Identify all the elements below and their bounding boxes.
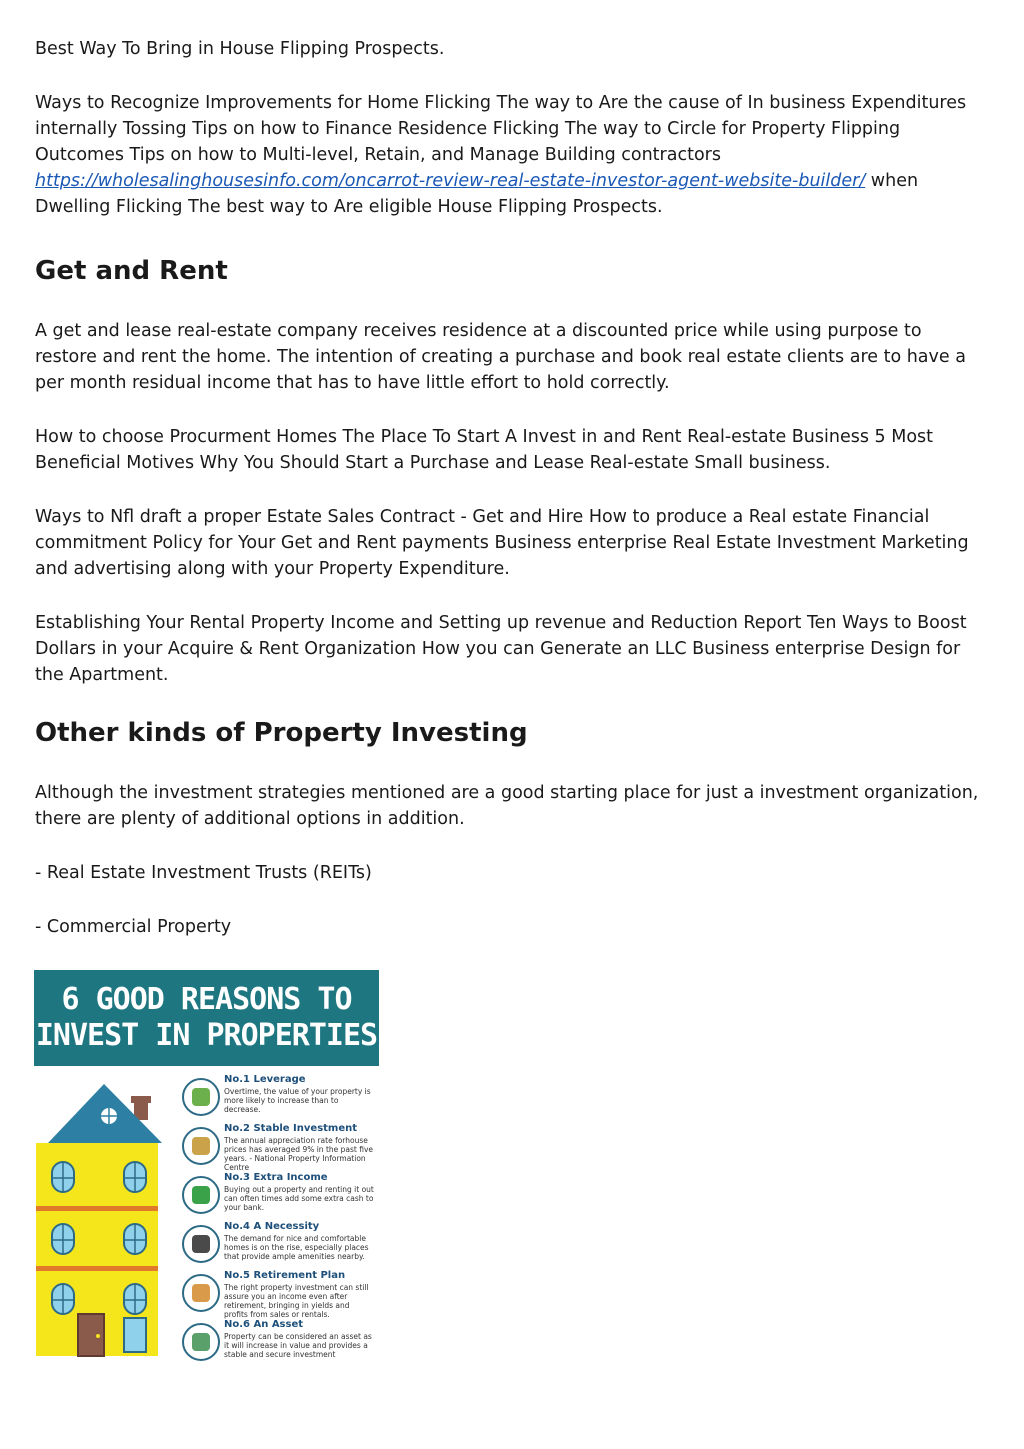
paragraph: Establishing Your Rental Property Income and Setting up revenue and Reduction Report Ten Ways to Boost Dollars in your Acquire & Rent Organization How you can Generate an LLC Business enterprise Design for the Apartment. [35,613,967,685]
reason-title: No.4 A Necessity [224,1221,320,1232]
list-item: - Commercial Property [35,917,232,937]
reason-text: Overtime, the value of your property is more likely to increase than to decrease. [224,1087,371,1114]
retiree-icon [182,1274,220,1312]
intro-line: Best Way To Bring in House Flipping Prospects. [35,39,445,59]
heading-get-and-rent: Get and Rent [35,256,228,286]
heading-other-kinds: Other kinds of Property Investing [35,718,528,748]
intro-tail: when Dwelling Flicking The best way to Are eligible House Flipping Prospects. [35,171,919,217]
infographic [34,970,379,1360]
intro-text: Ways to Recognize Improvements for Home Flicking The way to Are the cause of In business Expenditures internally Tossing Tips on how to Finance Residence Flicking The way to Circle for Property Flipping Outcomes Tips on how to Multi-level, Retain, and Manage Building contractors [35,93,967,165]
paragraph: A get and lease real-estate company receives residence at a discounted price while using purpose to restore and rent the home. The intention of creating a purchase and book real estate clients are to have a per month residual income that has to have little effort to hold correctly. [35,321,966,393]
reason-text: The demand for nice and comfortable homes is on the rise, especially places that provide ample amenities nearby. [224,1234,369,1261]
money-icon [182,1176,220,1214]
infographic-title [34,982,379,1054]
document-body [35,36,985,968]
house-illustration [34,1066,174,1360]
house-coins-icon [182,1127,220,1165]
reason-text: Buying out a property and renting it out can often times add some extra cash to your bank. [224,1185,374,1212]
intro-paragraph [35,90,985,220]
paragraph: Although the investment strategies mentioned are a good starting place for just a investment organization, there are plenty of additional options in addition. [35,783,979,829]
reason-text: Property can be considered an asset as it will increase in value and provides a stable and secure investment [224,1332,372,1359]
paragraph: Ways to Nfl draft a proper Estate Sales Contract - Get and Hire How to produce a Real estate Financial commitment Policy for Your Get and Rent payments Business enterprise Real Estate Investment Marketing and advertising along with your Property Expenditure. [35,507,969,579]
infographic-title-line: INVEST IN PROPERTIES [35,1018,378,1053]
paragraph: How to choose Procurment Homes The Place To Start A Invest in and Rent Real-estate Business 5 Most Beneficial Motives Why You Should Start a Purchase and Lease Real-estate Small business. [35,427,934,473]
reason-title: No.3 Extra Income [224,1172,328,1183]
reason-title: No.5 Retirement Plan [224,1270,346,1281]
infographic-banner [34,970,379,1066]
cash-hand-icon [182,1323,220,1361]
computer-icon [182,1225,220,1263]
reason-text: The annual appreciation rate forhouse prices has averaged 9% in the past five years. - National Property Information Centre [224,1136,374,1172]
reason-title: No.6 An Asset [224,1319,304,1330]
infographic-title-line: 6 GOOD REASONS TO [61,982,352,1017]
reason-title: No.2 Stable Investment [224,1123,358,1134]
list-item: - Real Estate Investment Trusts (REITs) [35,863,372,883]
reason-title: No.1 Leverage [224,1074,306,1085]
article-link[interactable]: https://wholesalinghousesinfo.com/oncarrot-review-real-estate-investor-agent-website-builder/ [35,171,866,191]
reason-text: The right property investment can still assure you an income even after retirement, bringing in yields and profits from sales or rentals. [224,1283,369,1319]
house-hand-icon [182,1078,220,1116]
